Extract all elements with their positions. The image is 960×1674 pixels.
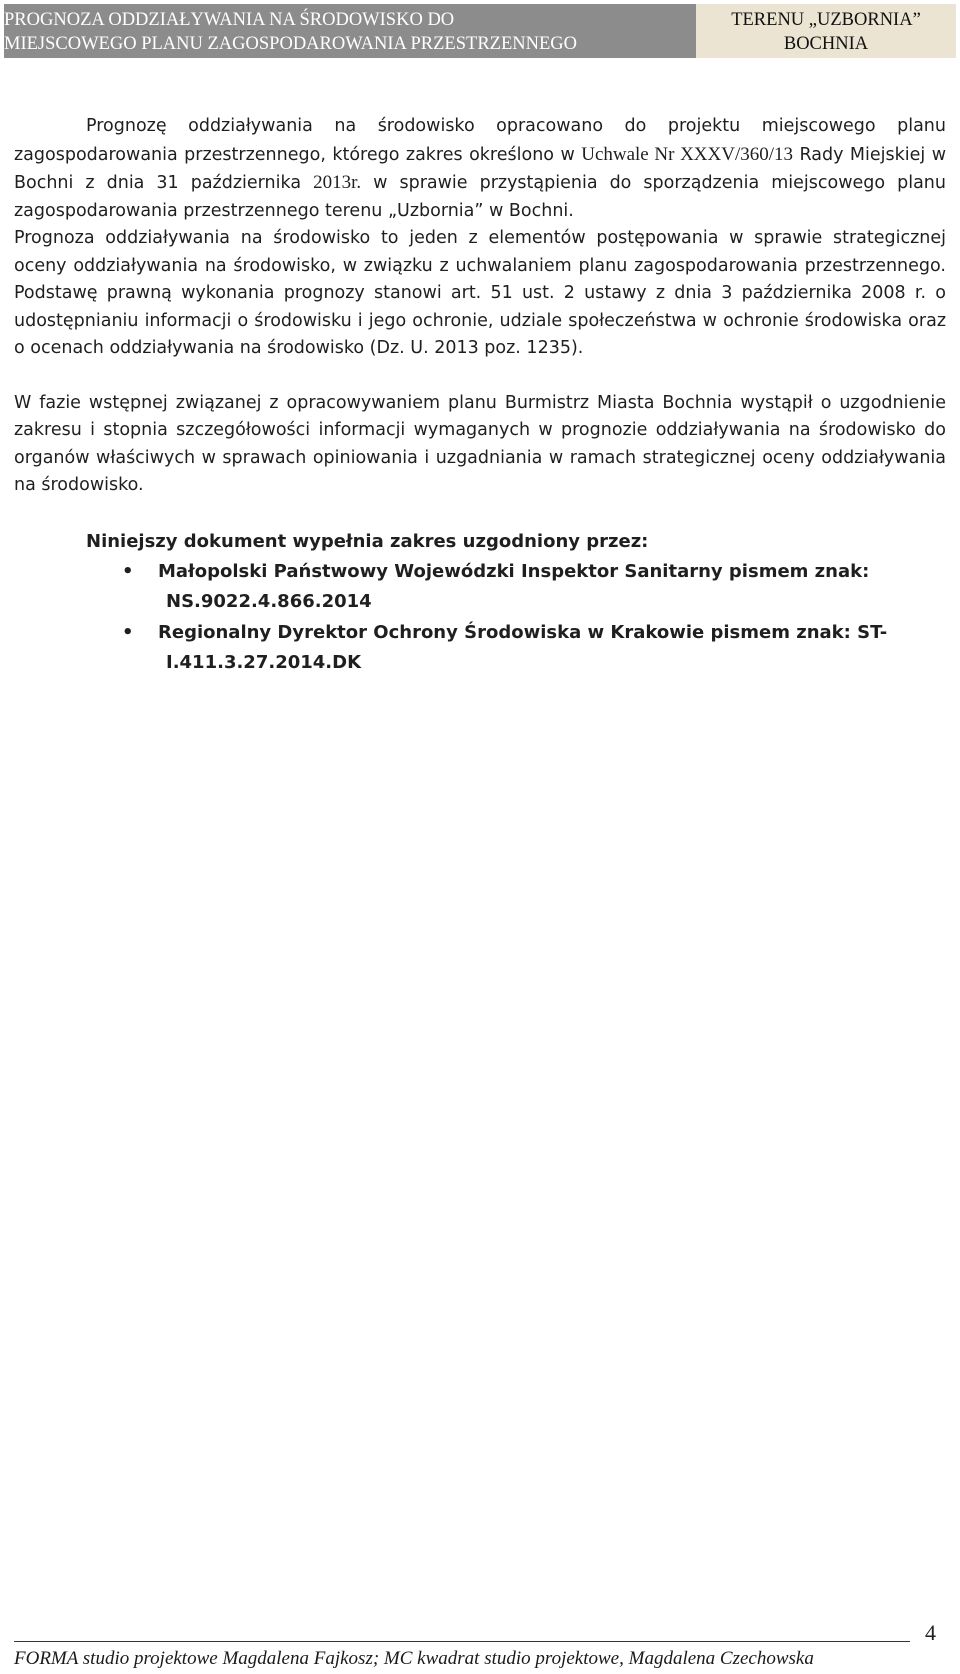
bullet-icon: • [122, 560, 134, 582]
agreement-item-text: Małopolski Państwowy Wojewódzki Inspektor Sanitarny pismem znak: [158, 560, 870, 582]
paragraph-intro [14, 113, 946, 225]
paragraph-intro-part-2: Rady Miejskiej w Bochni z dnia 31 października [14, 144, 947, 193]
paragraph-intro-part-1: Prognozę oddziaływania na środowisko opracowano do projektu miejscowego planu zagospodarowania przestrzennego, którego zakres określono w [14, 116, 946, 165]
agreement-list [14, 557, 946, 678]
resolution-year: 2013r. [313, 172, 362, 193]
page-footer: FORMA studio projektowe Magdalena Fajkosz; MC kwadrat studio projektowe, Magdalena Czechowska [14, 1648, 814, 1669]
agreement-item-sanitary-inspector [14, 557, 946, 617]
resolution-number: Uchwale Nr XXXV/360/13 [581, 143, 794, 165]
agreement-item-code: NS.9022.4.866.2014 [166, 590, 372, 612]
paragraph-spacer [14, 363, 946, 390]
header-area-line-2: BOCHNIA [783, 34, 869, 54]
agreement-lead: Niniejszy dokument wypełnia zakres uzgodniony przez: [86, 530, 649, 552]
paragraph-intro-part-3: w sprawie przystąpienia do sporządzenia miejscowego planu zagospodarowania przestrzennego terenu „Uzbornia” w Bochni. [14, 173, 946, 221]
header-area-line-1: TERENU „UZBORNIA” [731, 10, 921, 30]
header-title-line-1: PROGNOZA ODDZIAŁYWANIA NA ŚRODOWISKO DO [4, 10, 455, 30]
paragraph-preliminary-phase: W fazie wstępnej związanej z opracowywaniem planu Burmistrz Miasta Bochnia wystąpił o uzgodnienie zakresu i stopnia szczegółowości informacji wymaganych w prognozie oddziaływania na środowisko do organów właściwych w sprawach opiniowania i uzgadniania w ramach strategicznej oceny oddziaływania na środowisko. [14, 392, 946, 495]
agreement-item-text: Regionalny Dyrektor Ochrony Środowiska w Krakowie pismem znak: ST- [158, 621, 888, 643]
page-header [4, 4, 956, 58]
footer-divider [14, 1641, 910, 1642]
agreement-item-environment-director [14, 618, 946, 678]
document-body [14, 113, 946, 679]
page-number: 4 [925, 1620, 936, 1645]
header-title-line-2: MIEJSCOWEGO PLANU ZAGOSPODAROWANIA PRZESTRZENNEGO [4, 34, 577, 54]
agreement-item-code: I.411.3.27.2014.DK [166, 651, 362, 673]
bullet-icon: • [122, 621, 134, 643]
paragraph-spacer [14, 500, 946, 527]
header-document-title [4, 4, 696, 58]
header-area-name [696, 4, 956, 58]
paragraph-legal-basis: Prognoza oddziaływania na środowisko to jeden z elementów postępowania w sprawie strategicznej oceny oddziaływania na środowisko, w związku z uchwalaniem planu zagospodarowania przestrzennego. Podstawę prawną wykonania prognozy stanowi art. 51 ust. 2 ustawy z dnia 3 października 2008 r. o udostępnianiu informacji o środowisku i jego ochronie, udziale społeczeństwa w ochronie środowiska oraz o ocenach oddziaływania na środowisko (Dz. U. 2013 poz. 1235). [14, 228, 946, 358]
